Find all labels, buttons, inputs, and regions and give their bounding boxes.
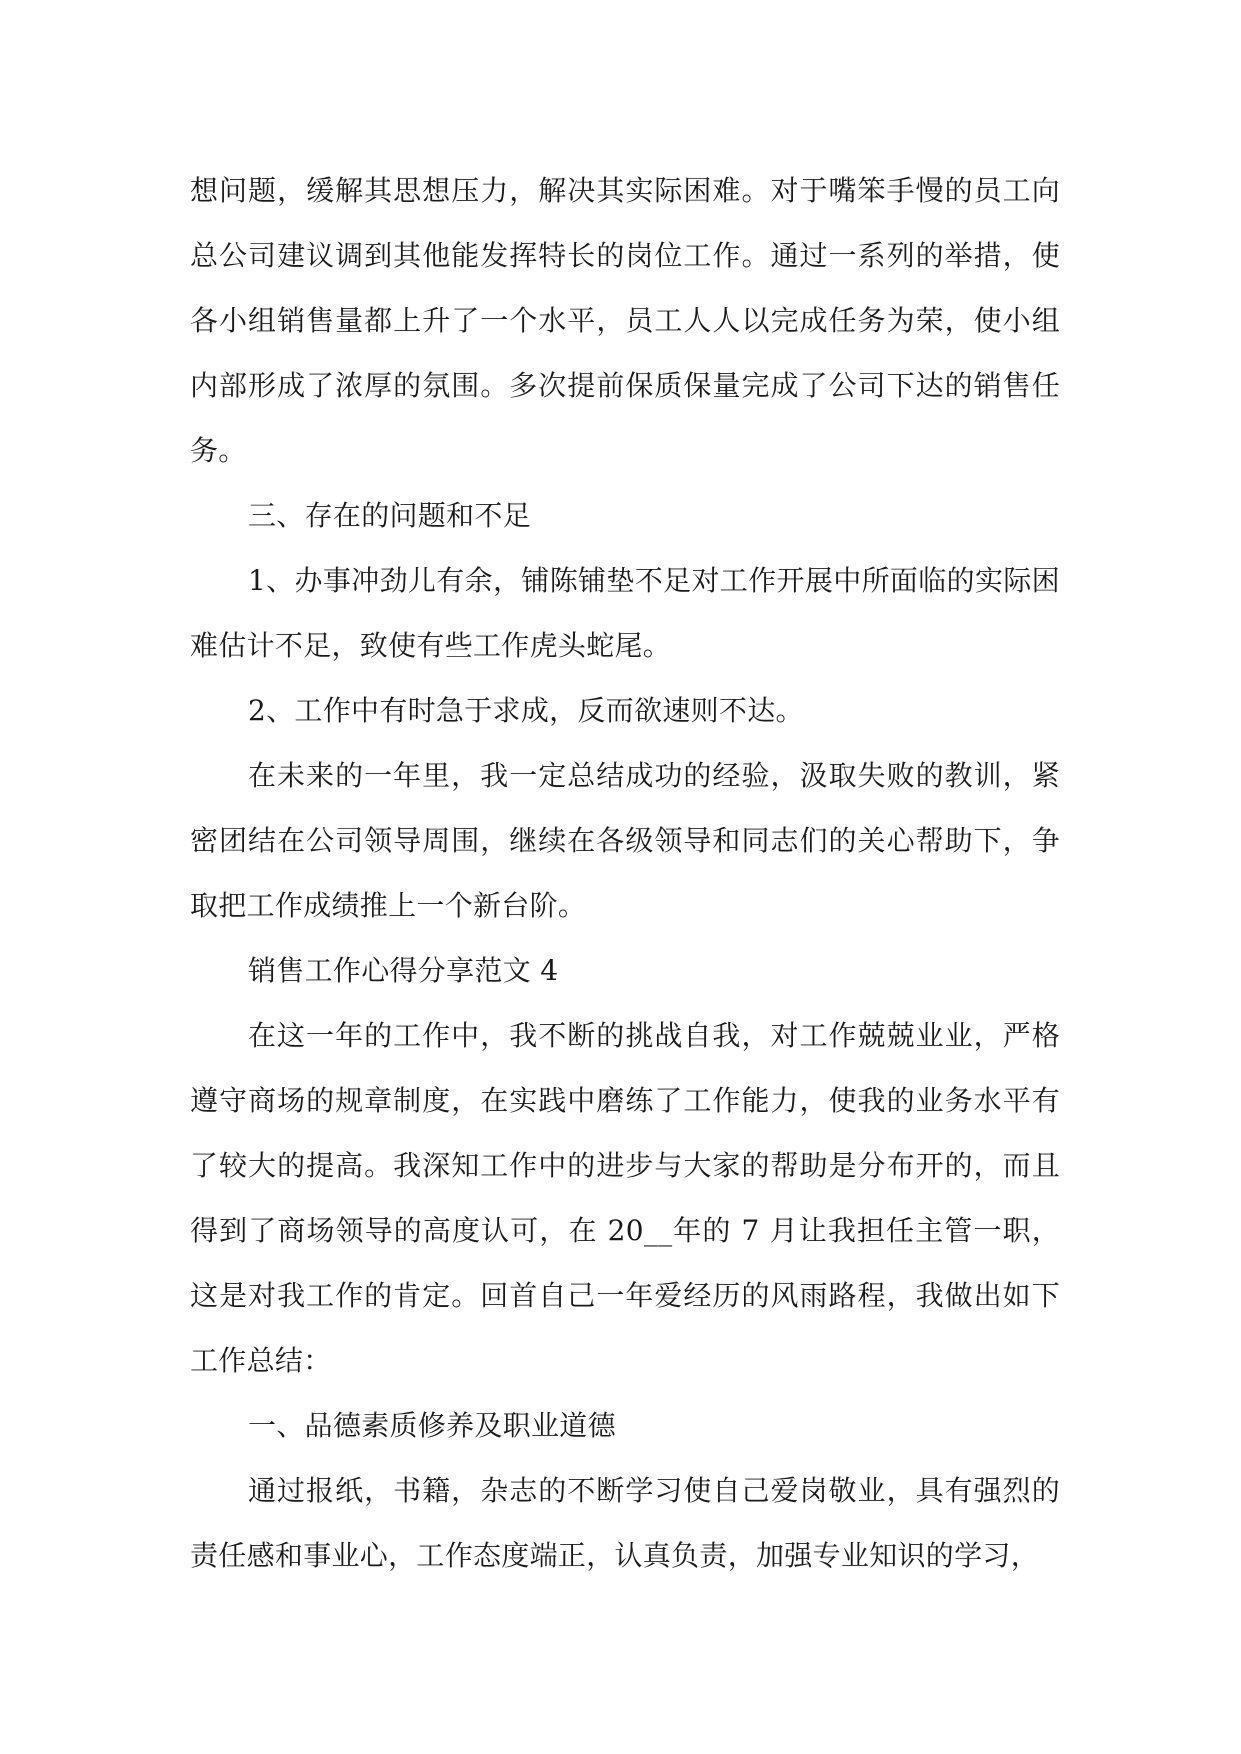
paragraph-continuation: 想问题，缓解其思想压力，解决其实际困难。对于嘴笨手慢的员工向总公司建议调到其他能发挥特长的岗位工作。通过一系列的举措，使各小组销售量都上升了一个水平，员工人人以完成任务为荣，使小组内部形成了浓厚的氛围。多次提前保质保量完成了公司下达的销售任务。 (190, 174, 1060, 467)
paragraph-problem-2: 2、工作中有时急于求成，反而欲速则不达。 (248, 694, 804, 727)
paragraph-future-plan: 在未来的一年里，我一定总结成功的经验，汲取失败的教训，紧密团结在公司领导周围，继续在各级领导和同志们的关心帮助下，争取把工作成绩推上一个新台阶。 (190, 759, 1060, 922)
paragraph-intro: 在这一年的工作中，我不断的挑战自我，对工作兢兢业业，严格遵守商场的规章制度，在实践中磨练了工作能力，使我的业务水平有了较大的提高。我深知工作中的进步与大家的帮助是分布开的，而且得到了商场领导的高度认可，在 20__年的 7 月让我担任主管一职，这是对我工作的肯定。回首自己一年爱经历的风雨路程，我做出如下工作总结： (190, 1019, 1060, 1377)
document-body (190, 158, 1060, 1588)
article-title-4: 销售工作心得分享范文 4 (248, 954, 559, 987)
paragraph-problem-1: 1、办事冲劲儿有余，铺陈铺垫不足对工作开展中所面临的实际困难估计不足，致使有些工作虎头蛇尾。 (190, 564, 1060, 662)
paragraph-ethics: 通过报纸，书籍，杂志的不断学习使自己爱岗敬业，具有强烈的责任感和事业心，工作态度端正，认真负责，加强专业知识的学习， (190, 1474, 1060, 1572)
section-heading-ethics: 一、品德素质修养及职业道德 (248, 1409, 616, 1442)
section-heading-problems: 三、存在的问题和不足 (248, 499, 532, 532)
